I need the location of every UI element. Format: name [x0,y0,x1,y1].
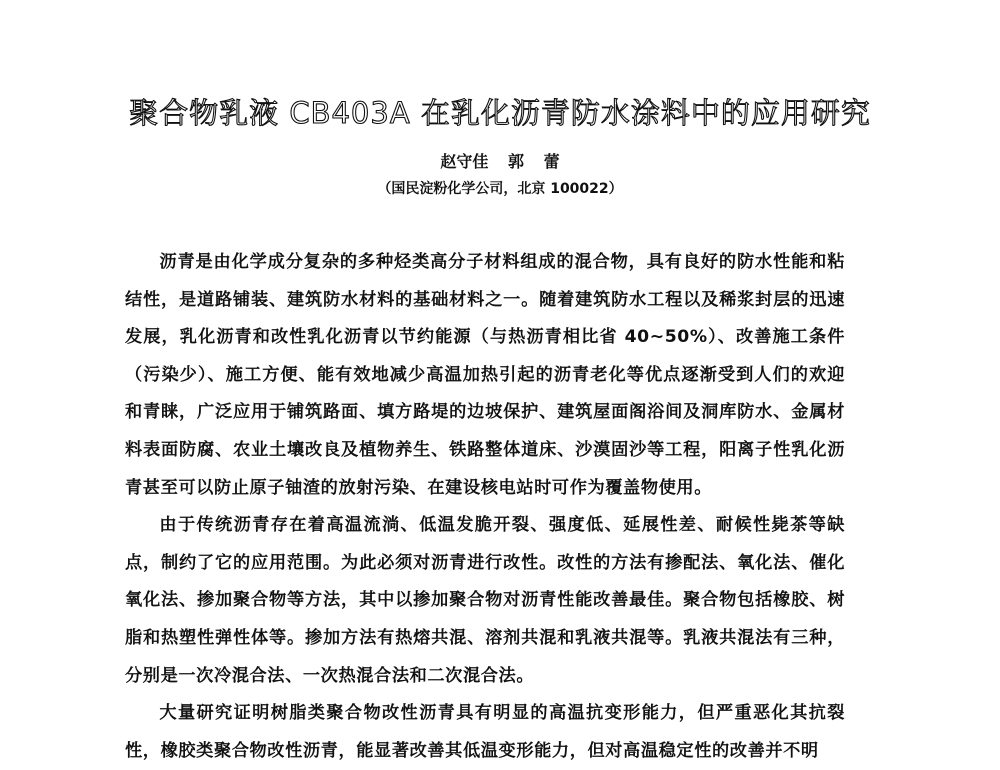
body-text [125,244,845,770]
author-list: 赵守佳 郭 蕾 [440,152,560,171]
paper-title: 聚合物乳液 CB403A 在乳化沥青防水涂料中的应用研究 [129,96,871,131]
paragraph-intro: 沥青是由化学成分复杂的多种烃类高分子材料组成的混合物，具有良好的防水性能和粘结性，是道路铺装、建筑防水材料的基础材料之一。随着建筑防水工程以及稀浆封层的迅速发展，乳化沥青和改性乳化沥青以节约能源（与热沥青相比省 40~50%）、改善施工条件（污染少）、施工方便、能有效地减少高温加热引起的沥青老化等优点逐渐受到人们的欢迎和青睐，广泛应用于铺筑路面、填方路堤的边坡保护、建筑屋面阁浴间及洞库防水、金属材料表面防腐、农业土壤改良及植物养生、铁路整体道床、沙漠固沙等工程，阳离子性乳化沥青甚至可以防止原子铀渣的放射污染、在建设核电站时可作为覆盖物使用。 [125,252,845,498]
author-affiliation: （国民淀粉化学公司，北京 100022） [377,181,623,197]
paragraph-research: 大量研究证明树脂类聚合物改性沥青具有明显的高温抗变形能力，但严重恶化其抗裂性，橡胶类聚合物改性沥青，能显著改善其低温变形能力，但对高温稳定性的改善并不明 [125,703,845,761]
paragraph-modification: 由于传统沥青存在着高温流淌、低温发脆开裂、强度低、延展性差、耐候性毙茶等缺点，制约了它的应用范围。为此必须对沥青进行改性。改性的方法有掺配法、氧化法、催化氧化法、掺加聚合物等方法，其中以掺加聚合物对沥青性能改善最佳。聚合物包括橡胶、树脂和热塑性弹性体等。掺加方法有热熔共混、溶剂共混和乳液共混等。乳液共混法有三种，分别是一次冷混合法、一次热混合法和二次混合法。 [125,515,845,686]
